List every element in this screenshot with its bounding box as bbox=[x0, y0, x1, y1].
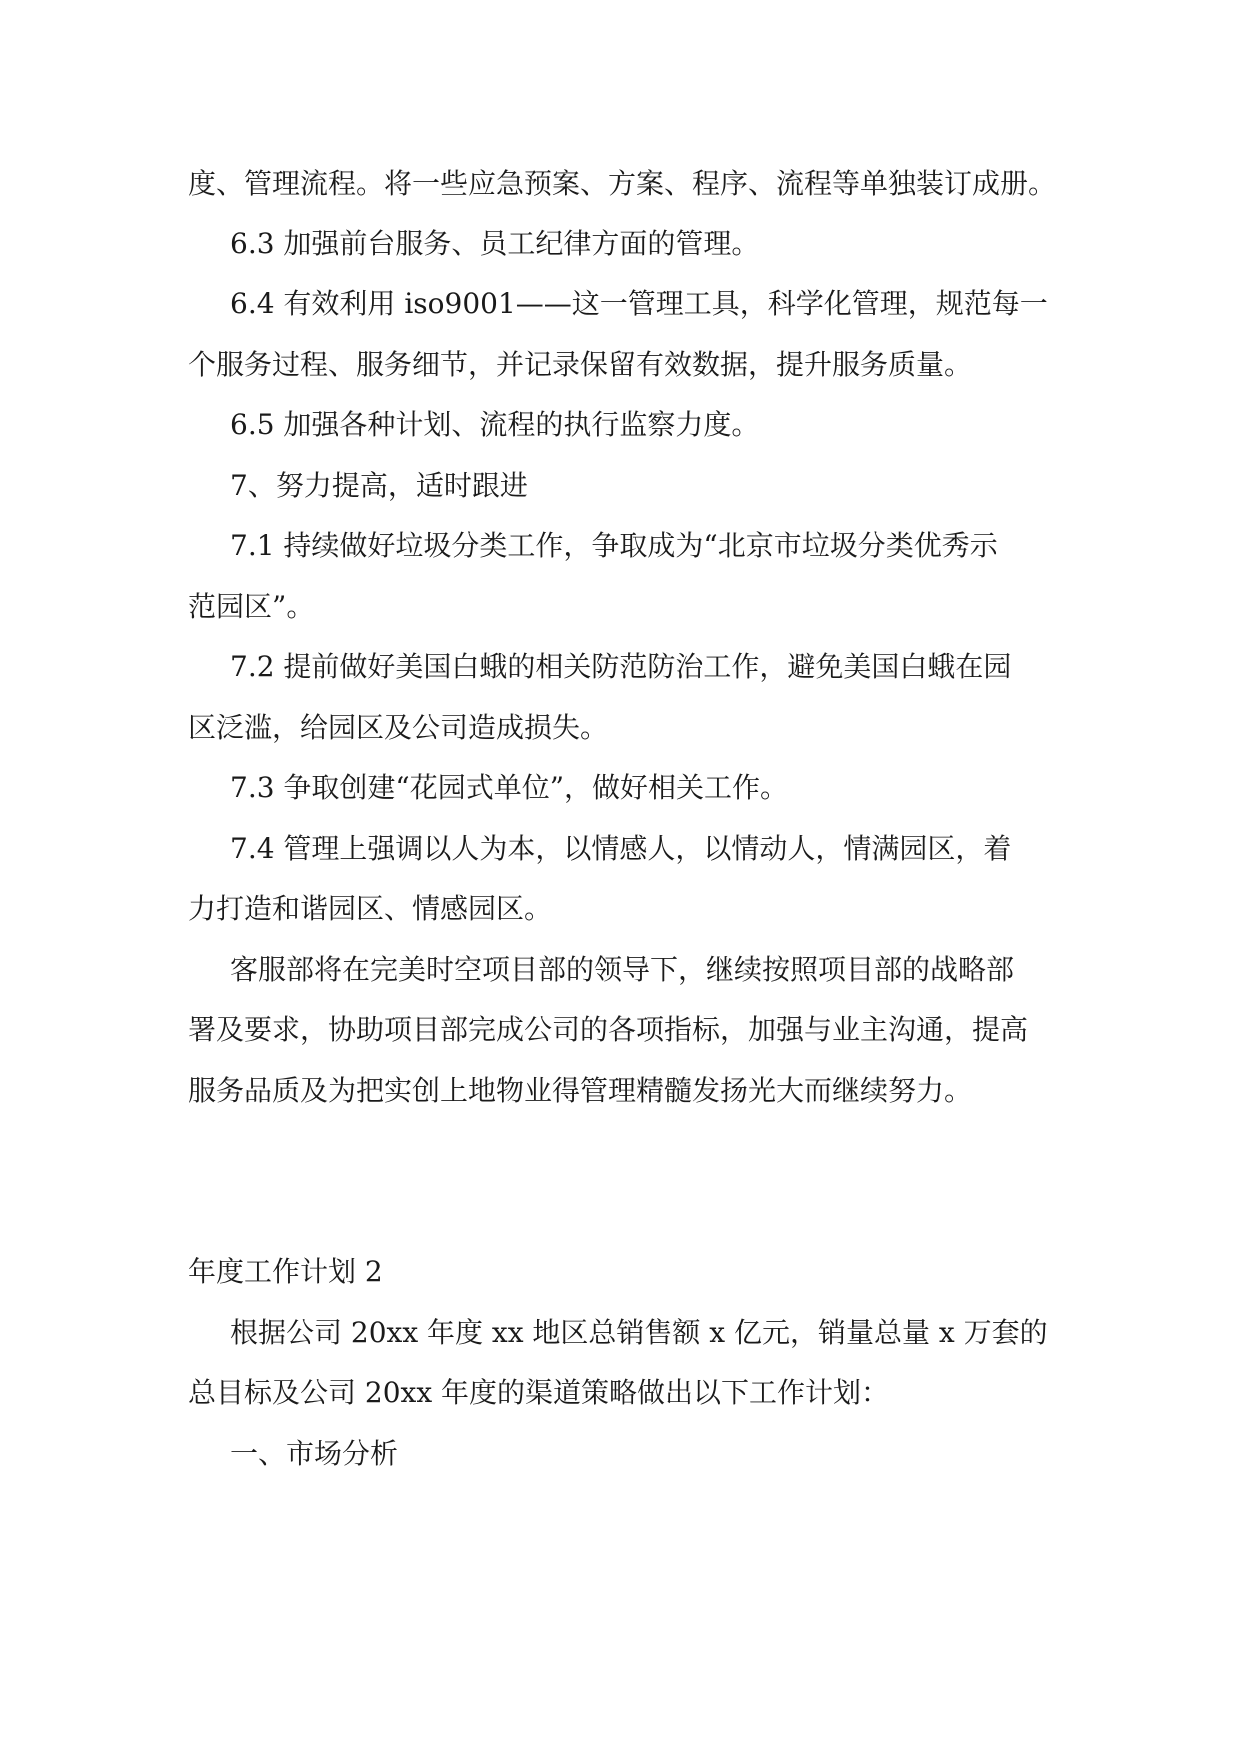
paragraph-line: 力打造和谐园区、情感园区。 bbox=[188, 892, 553, 925]
paragraph-line: 服务品质及为把实创上地物业得管理精髓发扬光大而继续努力。 bbox=[188, 1074, 973, 1107]
paragraph-line: 度、管理流程。将一些应急预案、方案、程序、流程等单独装订成册。 bbox=[188, 167, 1057, 200]
paragraph-line: 客服部将在完美时空项目部的领导下，继续按照项目部的战略部 bbox=[230, 953, 1015, 986]
paragraph-line: 7.1 持续做好垃圾分类工作，争取成为“北京市垃圾分类优秀示 bbox=[230, 529, 998, 562]
paragraph-line: 6.5 加强各种计划、流程的执行监察力度。 bbox=[230, 408, 760, 441]
paragraph-line: 根据公司 20xx 年度 xx 地区总销售额 x 亿元，销量总量 x 万套的 bbox=[230, 1316, 1048, 1349]
paragraph-line: 区泛滥，给园区及公司造成损失。 bbox=[188, 711, 609, 744]
section-heading: 一、市场分析 bbox=[230, 1437, 399, 1470]
paragraph-line: 6.4 有效利用 iso9001——这一管理工具，科学化管理，规范每一 bbox=[230, 287, 1048, 320]
paragraph-line: 总目标及公司 20xx 年度的渠道策略做出以下工作计划： bbox=[188, 1376, 890, 1409]
paragraph-line: 6.3 加强前台服务、员工纪律方面的管理。 bbox=[230, 227, 760, 260]
section-heading: 7、努力提高，适时跟进 bbox=[230, 469, 528, 502]
paragraph-line: 7.3 争取创建“花园式单位”，做好相关工作。 bbox=[230, 771, 789, 804]
document-title: 年度工作计划 2 bbox=[188, 1255, 383, 1288]
paragraph-line: 个服务过程、服务细节，并记录保留有效数据，提升服务质量。 bbox=[188, 348, 973, 381]
paragraph-line: 署及要求，协助项目部完成公司的各项指标，加强与业主沟通，提高 bbox=[188, 1013, 1029, 1046]
paragraph-line: 范园区”。 bbox=[188, 590, 315, 623]
paragraph-line: 7.2 提前做好美国白蛾的相关防范防治工作，避免美国白蛾在园 bbox=[230, 650, 1012, 683]
paragraph-line: 7.4 管理上强调以人为本，以情感人，以情动人，情满园区，着 bbox=[230, 832, 1012, 865]
